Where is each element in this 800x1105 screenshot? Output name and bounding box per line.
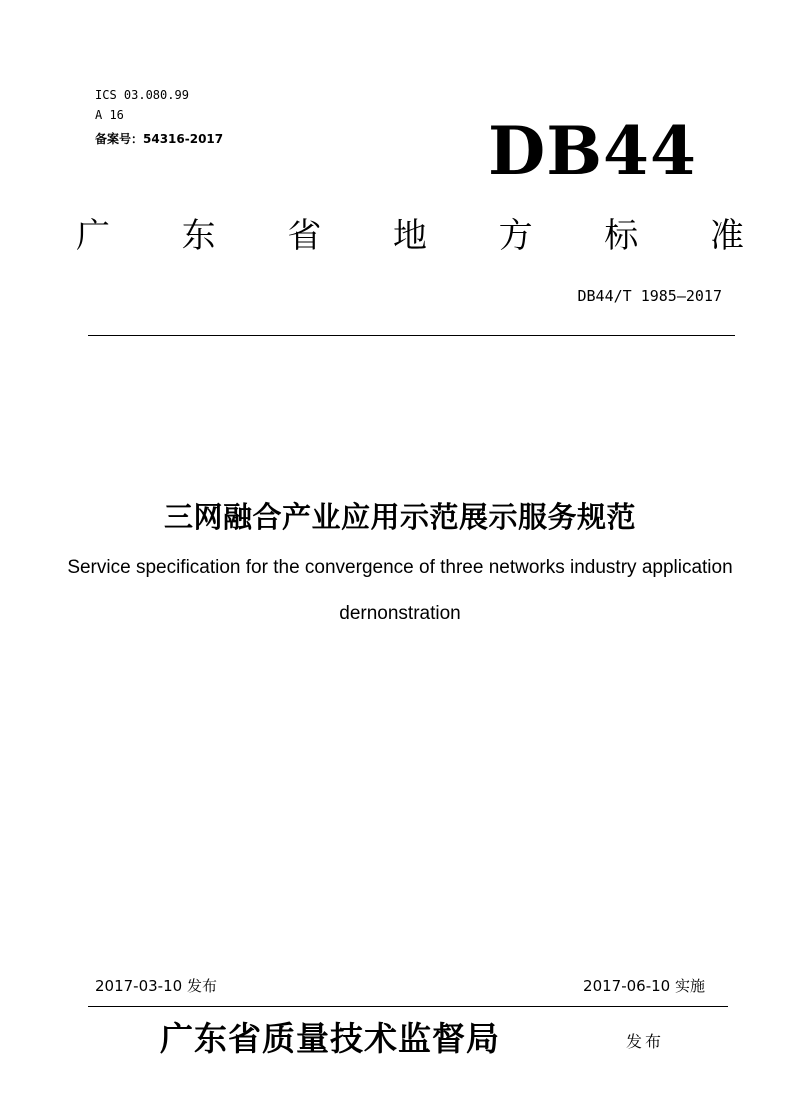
- province-title-char: 准: [709, 216, 744, 256]
- header-divider: [88, 335, 735, 336]
- province-title-char: 广: [76, 216, 110, 256]
- issuing-label: 发布: [626, 1032, 665, 1051]
- document-title-english-line2: dernonstration: [339, 603, 461, 624]
- record-number: 备案号：54316-2017: [95, 132, 224, 146]
- footer-divider: [88, 1006, 728, 1007]
- document-title-chinese: 三网融合产业应用示范展示服务规范: [163, 500, 636, 534]
- standard-logo: DB44: [488, 112, 697, 190]
- province-standard-title: [70, 208, 750, 258]
- province-title-char: 地: [392, 216, 427, 256]
- document-title-english-line1: Service specification for the convergence of three networks industry application: [67, 557, 733, 578]
- province-title-char: 方: [498, 216, 533, 256]
- classification-code: A 16: [95, 108, 124, 122]
- issue-date: 2017-03-10 发布: [95, 977, 217, 995]
- province-title-char: 省: [287, 216, 322, 256]
- ics-code: ICS 03.080.99: [95, 88, 189, 102]
- issuing-authority: 广东省质量技术监督局: [160, 1019, 500, 1058]
- province-title-char: 标: [604, 216, 639, 256]
- province-title-char: 东: [181, 216, 216, 256]
- standard-number: DB44/T 1985—2017: [577, 287, 722, 305]
- implementation-date: 2017-06-10 实施: [583, 977, 705, 995]
